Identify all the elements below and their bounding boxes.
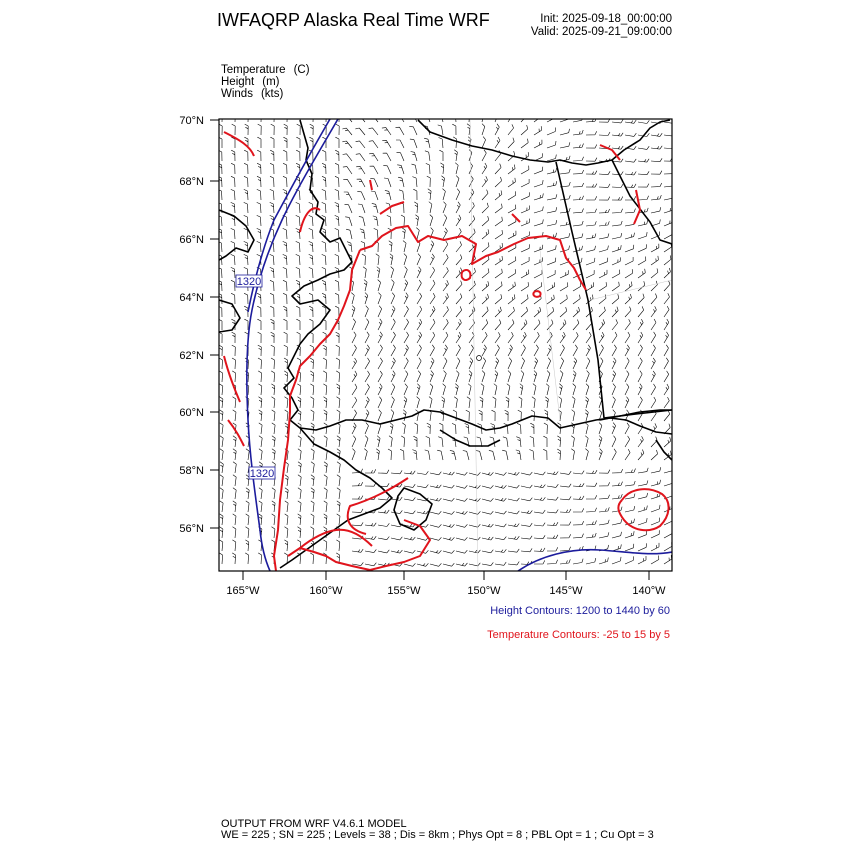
height-label: 1320 — [249, 468, 275, 480]
station-marker — [477, 356, 482, 361]
lon-label: 165°W — [226, 585, 260, 597]
yukon-coast — [612, 160, 672, 244]
temp-contour-se-blob — [618, 489, 668, 530]
gulf-islands — [440, 430, 500, 446]
lon-label: 155°W — [387, 585, 421, 597]
temp-contour-small-2 — [533, 291, 540, 297]
height-contours-note: Height Contours: 1200 to 1440 by 60 — [490, 605, 670, 617]
canada-border — [556, 162, 604, 418]
footer-model: OUTPUT FROM WRF V4.6.1 MODEL — [221, 818, 407, 830]
graticule — [470, 120, 672, 570]
field-name: Winds — [221, 88, 253, 100]
south-coast — [300, 410, 672, 434]
lon-label: 150°W — [467, 585, 501, 597]
temp-contour-west — [224, 356, 244, 446]
northwest-coast — [284, 120, 352, 428]
wind-barb-paths — [218, 111, 676, 567]
lat-label: 64°N — [179, 292, 204, 304]
longitude-axis — [226, 571, 666, 597]
lat-label: 70°N — [179, 115, 204, 127]
lat-label: 62°N — [179, 350, 204, 362]
height-label: 1320 — [236, 276, 262, 288]
field-name: Temperature — [221, 64, 286, 76]
field-name: Height — [221, 76, 255, 88]
lat-label: 66°N — [179, 234, 204, 246]
field-unit: (kts) — [260, 88, 284, 100]
init-time: Init: 2025-09-18_00:00:00 — [540, 13, 672, 25]
wind-barbs — [218, 111, 676, 567]
valid-time: Valid: 2025-09-21_09:00:00 — [530, 26, 672, 38]
height-contour-label-2 — [249, 467, 275, 480]
lat-label: 56°N — [179, 523, 204, 535]
temp-contour-small-1 — [462, 270, 471, 280]
latitude-axis — [179, 115, 219, 535]
temp-contour-north — [224, 132, 254, 156]
se-panhandle — [656, 440, 672, 460]
temperature-contours-note: Temperature Contours: -25 to 15 by 5 — [487, 629, 670, 641]
field-unit: (C) — [293, 64, 310, 76]
seward-peninsula — [219, 210, 254, 260]
lon-label: 140°W — [632, 585, 666, 597]
lon-label: 160°W — [309, 585, 343, 597]
lon-label: 145°W — [549, 585, 583, 597]
lat-label: 60°N — [179, 407, 204, 419]
map-title: IWFAQRP Alaska Real Time WRF — [217, 10, 490, 30]
temp-contour-ne-dash — [370, 145, 640, 224]
field-unit: (m) — [262, 76, 280, 88]
footer-config: WE = 225 ; SN = 225 ; Levels = 38 ; Dis = 8km ; Phys Opt = 8 ; PBL Opt = 1 ; Cu Opt = 3 — [221, 829, 654, 841]
height-contour-label-1 — [236, 275, 262, 288]
lat-label: 58°N — [179, 465, 204, 477]
lat-label: 68°N — [179, 176, 204, 188]
